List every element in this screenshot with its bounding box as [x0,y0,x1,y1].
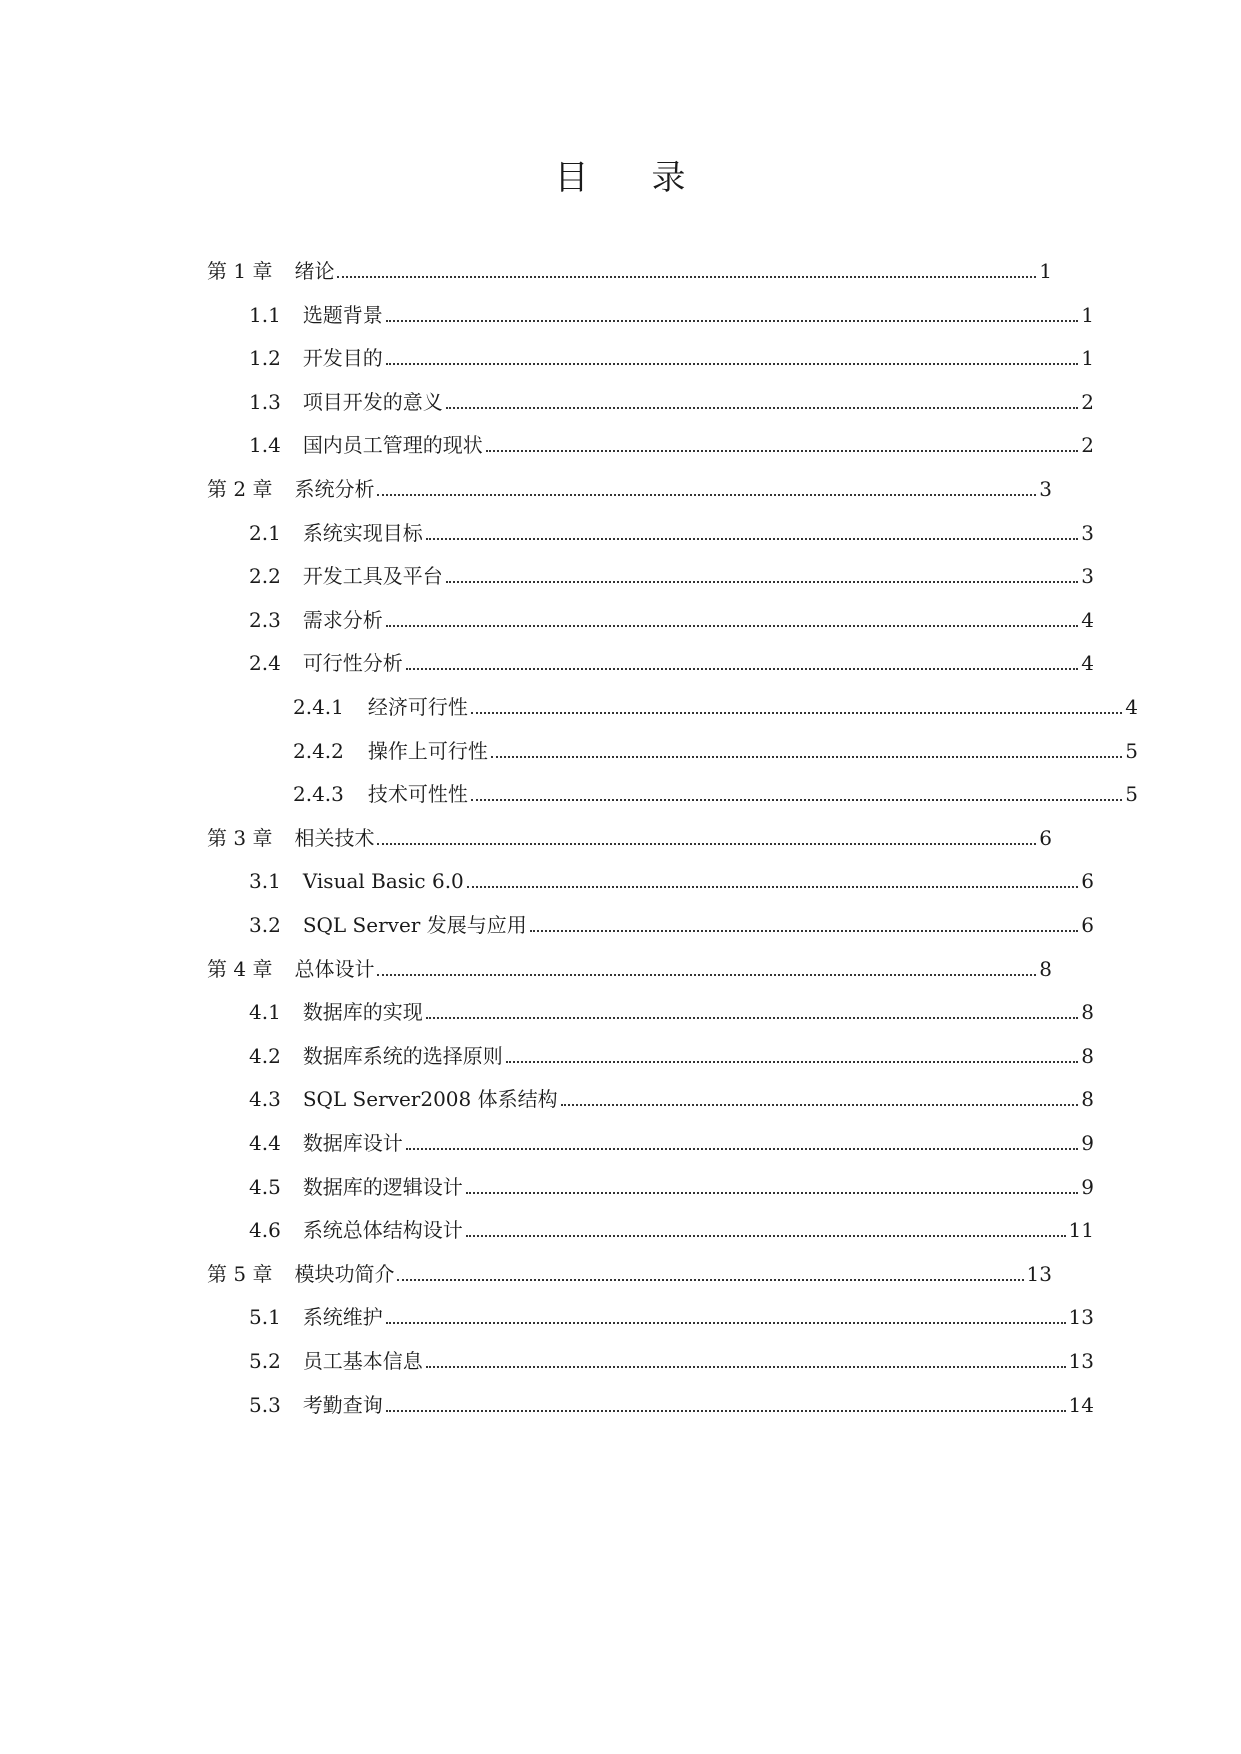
toc-dot-leader [471,712,1122,714]
toc-entry-title: 国内员工管理的现状 [302,433,483,457]
toc-dot-leader [446,407,1078,409]
toc-entry-number: 3.2 [249,913,281,937]
toc-entry-number: 4.4 [249,1131,281,1155]
toc-entry[interactable] [207,470,1052,502]
toc-entry-title: 选题背景 [302,303,383,327]
toc-entry[interactable] [207,296,1094,328]
toc-entry[interactable] [207,993,1094,1025]
toc-entry-title: 需求分析 [302,608,383,632]
toc-dot-leader [466,1235,1066,1237]
toc-dot-leader [386,1322,1066,1324]
toc-entry-page-number: 4 [1125,695,1138,719]
toc-entry-page-number: 6 [1039,826,1052,850]
toc-entry-number: 第 1 章 [207,259,273,283]
toc-dot-leader [486,450,1078,452]
toc-entry-number: 2.3 [249,608,281,632]
toc-entry-title: 数据库的实现 [302,1000,423,1024]
toc-dot-leader [406,1148,1078,1150]
toc-entry-title: 可行性分析 [302,651,403,675]
toc-dot-leader [491,756,1122,758]
toc-entry[interactable] [207,950,1052,982]
toc-entry-title: 系统分析 [294,477,375,501]
toc-entry-number: 2.2 [249,564,281,588]
toc-entry-title: 系统总体结构设计 [302,1218,463,1242]
toc-dot-leader [466,1192,1078,1194]
toc-entry-page-number: 3 [1039,477,1052,501]
toc-entry-number: 2.4.3 [293,782,344,806]
toc-entry-title: 绪论 [294,259,335,283]
toc-dot-leader [377,974,1036,976]
toc-dot-leader [561,1104,1079,1106]
toc-dot-leader [386,625,1078,627]
toc-entry-page-number: 8 [1081,1044,1094,1068]
toc-entry-number: 2.4.2 [293,739,344,763]
toc-entry-page-number: 4 [1081,651,1094,675]
toc-entry-number: 3.1 [249,869,281,893]
toc-entry-title: 数据库的逻辑设计 [302,1175,463,1199]
toc-dot-leader [467,886,1078,888]
toc-entry-title: 经济可行性 [367,695,468,719]
toc-dot-leader [530,930,1079,932]
toc-entry-page-number: 4 [1081,608,1094,632]
toc-entry[interactable] [207,1168,1094,1200]
toc-entry-page-number: 11 [1068,1218,1094,1242]
toc-entry-title: 系统实现目标 [302,521,423,545]
toc-entry-number: 4.5 [249,1175,281,1199]
toc-dot-leader [446,581,1078,583]
toc-entry-number: 5.2 [249,1349,281,1373]
toc-entry-title: 技术可性性 [367,782,468,806]
toc-dot-leader [426,538,1078,540]
toc-dot-leader [426,1017,1078,1019]
toc-entry-title: 开发目的 [302,346,383,370]
page-title [0,150,1241,199]
toc-entry[interactable] [207,1037,1094,1069]
toc-entry-page-number: 5 [1125,739,1138,763]
toc-entry-page-number: 8 [1081,1000,1094,1024]
toc-entry[interactable] [207,644,1094,676]
toc-entry-page-number: 6 [1081,913,1094,937]
toc-entry-page-number: 1 [1081,303,1094,327]
toc-entry-page-number: 9 [1081,1131,1094,1155]
toc-dot-leader [337,276,1036,278]
toc-entry-title: 员工基本信息 [302,1349,423,1373]
toc-dot-leader [406,668,1078,670]
toc-entry[interactable] [207,1386,1094,1418]
toc-entry[interactable] [207,1211,1094,1243]
page-title-char: 目 [554,158,590,198]
toc-entry-number: 第 4 章 [207,957,273,981]
toc-entry-page-number: 5 [1125,782,1138,806]
toc-entry-number: 1.4 [249,433,281,457]
toc-entry-number: 第 3 章 [207,826,273,850]
toc-entry-number: 第 5 章 [207,1262,273,1286]
toc-entry-page-number: 2 [1081,390,1094,414]
toc-entry-title: 总体设计 [294,957,375,981]
toc-entry[interactable] [207,426,1094,458]
toc-entry-page-number: 13 [1068,1305,1094,1329]
toc-entry[interactable] [207,775,1138,807]
toc-entry[interactable] [207,1298,1094,1330]
toc-entry-title: SQL Server2008 体系结构 [302,1087,558,1111]
toc-entry-page-number: 1 [1081,346,1094,370]
toc-entry[interactable] [207,819,1052,851]
toc-entry[interactable] [207,339,1094,371]
toc-entry-number: 第 2 章 [207,477,273,501]
toc-entry-page-number: 13 [1068,1349,1094,1373]
toc-dot-leader [471,799,1122,801]
toc-entry-page-number: 13 [1026,1262,1052,1286]
toc-entry-number: 2.4 [249,651,281,675]
toc-entry[interactable] [207,688,1138,720]
toc-dot-leader [386,320,1078,322]
toc-entry-title: 操作上可行性 [367,739,488,763]
page-title-char: 录 [651,158,687,198]
toc-entry-page-number: 9 [1081,1175,1094,1199]
toc-entry-number: 1.3 [249,390,281,414]
toc-entry[interactable] [207,732,1138,764]
toc-entry-page-number: 8 [1039,957,1052,981]
toc-entry[interactable] [207,557,1094,589]
toc-dot-leader [506,1061,1078,1063]
toc-entry-title: 数据库设计 [302,1131,403,1155]
toc-entry-number: 4.6 [249,1218,281,1242]
toc-dot-leader [377,843,1036,845]
toc-entry-number: 4.2 [249,1044,281,1068]
toc-entry[interactable] [207,1080,1094,1112]
toc-entry-number: 5.3 [249,1393,281,1417]
toc-entry-title: 数据库系统的选择原则 [302,1044,503,1068]
toc-entry-title: 项目开发的意义 [302,390,443,414]
toc-entry-number: 5.1 [249,1305,281,1329]
toc-entry-page-number: 2 [1081,433,1094,457]
toc-entry-title: SQL Server 发展与应用 [302,913,527,937]
toc-entry-number: 1.2 [249,346,281,370]
toc-dot-leader [426,1366,1066,1368]
toc-entry-number: 4.1 [249,1000,281,1024]
toc-entry[interactable] [207,252,1052,284]
toc-entry[interactable] [207,1342,1094,1374]
toc-entry[interactable] [207,1124,1094,1156]
toc-entry[interactable] [207,906,1094,938]
toc-entry-page-number: 1 [1039,259,1052,283]
toc-entry-number: 4.3 [249,1087,281,1111]
toc-entry-page-number: 3 [1081,564,1094,588]
toc-entry-title: Visual Basic 6.0 [302,869,464,893]
toc-dot-leader [386,363,1078,365]
toc-entry-number: 2.1 [249,521,281,545]
toc-entry[interactable] [207,514,1094,546]
toc-entry-page-number: 14 [1068,1393,1094,1417]
toc-entry[interactable] [207,601,1094,633]
toc-entry-title: 系统维护 [302,1305,383,1329]
toc-entry-number: 1.1 [249,303,281,327]
toc-dot-leader [397,1279,1023,1281]
toc-entry-title: 开发工具及平台 [302,564,443,588]
toc-entry-number: 2.4.1 [293,695,344,719]
toc-entry-page-number: 6 [1081,869,1094,893]
toc-dot-leader [377,494,1036,496]
toc-entry-page-number: 3 [1081,521,1094,545]
toc-dot-leader [386,1410,1066,1412]
toc-entry[interactable] [207,1255,1052,1287]
toc-entry-title: 考勤查询 [302,1393,383,1417]
toc-entry[interactable] [207,383,1094,415]
toc-entry-title: 模块功简介 [294,1262,395,1286]
toc-entry-title: 相关技术 [294,826,375,850]
toc-entry[interactable] [207,862,1094,894]
toc-entry-page-number: 8 [1081,1087,1094,1111]
